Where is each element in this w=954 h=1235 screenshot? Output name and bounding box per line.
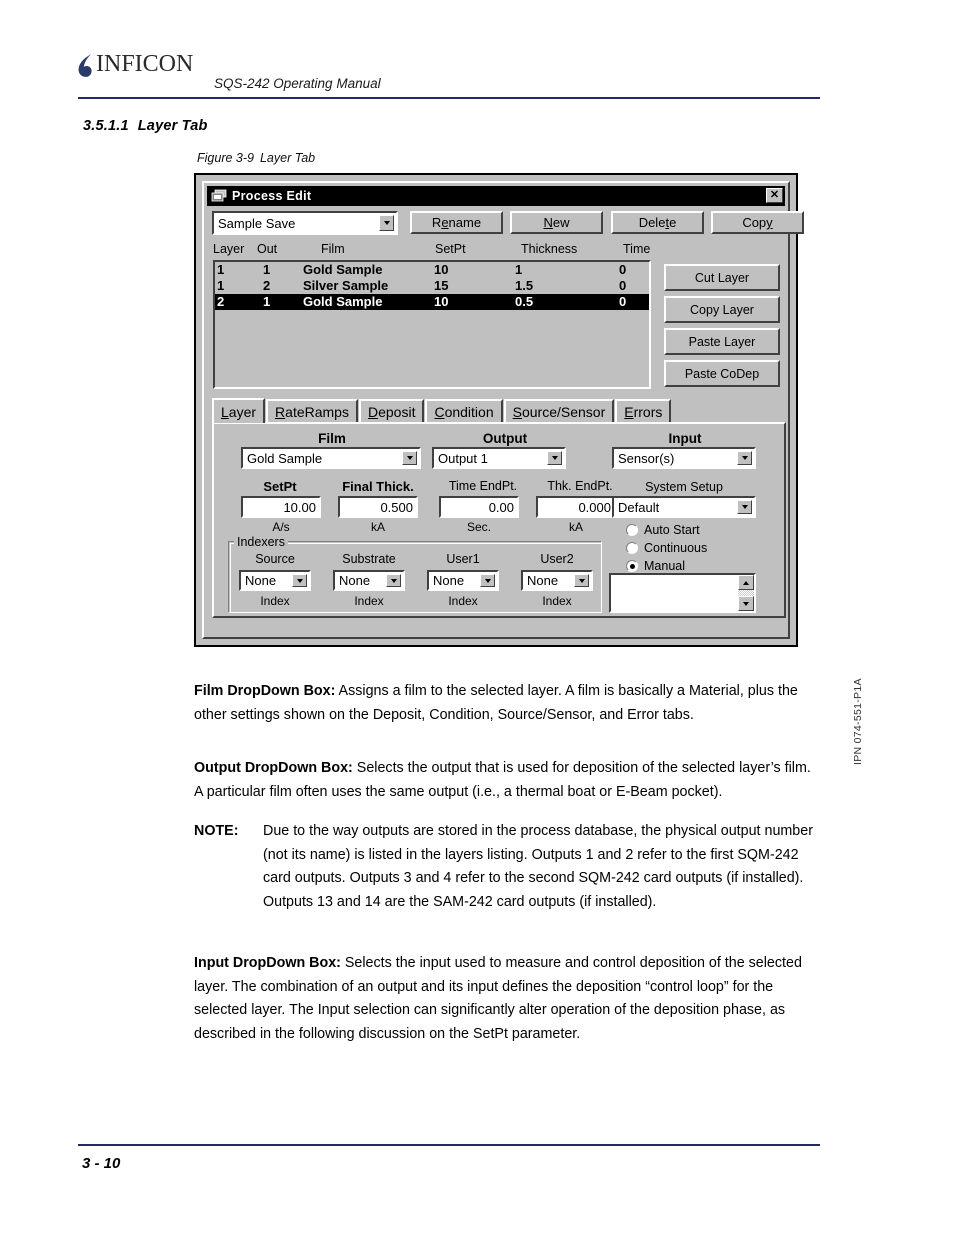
unit-thk-endpt: kA	[568, 520, 583, 534]
indexer-user2-select[interactable]: None	[521, 570, 593, 591]
column-header-setpt: SetPt	[435, 242, 466, 256]
tab-errors[interactable]: E rrors	[615, 399, 671, 423]
layer-actions	[664, 264, 780, 392]
paragraph-output-dropdown	[194, 757, 822, 804]
figure-title: Layer Tab	[259, 151, 316, 165]
delete-button[interactable]: Dele t e	[611, 211, 704, 234]
footer-rule	[78, 1144, 820, 1146]
chevron-down-icon[interactable]	[386, 574, 401, 587]
cut-layer-button[interactable]: Cut Layer	[664, 264, 780, 291]
process-select[interactable]	[212, 211, 398, 235]
tab-rateramps[interactable]: R ateRamps	[266, 399, 358, 423]
process-select-value: Sample Save	[218, 215, 296, 231]
label-thk-endpt: Thk. EndPt.	[547, 479, 613, 493]
time-endpt-input[interactable]: 0.00	[439, 496, 519, 518]
input-select-value: Sensor(s)	[618, 450, 675, 466]
tab-layer[interactable]: L ayer	[212, 398, 265, 423]
figure-number: Figure 3-9	[197, 151, 254, 165]
logo-wordmark: INFICON	[96, 51, 194, 77]
chevron-down-icon[interactable]	[379, 215, 394, 231]
radio-label: Auto Start	[644, 523, 700, 537]
rename-button[interactable]: R e name	[410, 211, 503, 234]
paragraph-lead: Film DropDown Box:	[194, 683, 336, 700]
label-indexer-user1: User1	[446, 552, 480, 566]
inficon-flame-icon	[78, 54, 95, 77]
label-setpt: SetPt	[263, 479, 297, 494]
table-row[interactable]: 1 2 Silver Sample 15 1.5 0	[217, 278, 627, 293]
paragraph-text: Assigns a film to the selected layer. A film is basically a Material, plus the other settings shown on the Deposit, Condition, Source/Sensor, and Error tabs.	[194, 683, 798, 723]
radio-continuous[interactable]	[626, 541, 707, 555]
paste-layer-button[interactable]: Paste Layer	[664, 328, 780, 355]
table-row[interactable]: 1 1 Gold Sample 10 1 0	[217, 262, 627, 277]
scroll-down-icon[interactable]	[738, 596, 754, 611]
note-text: Due to the way outputs are stored in the process database, the physical output number (not its name) is listed in the layers listing. Outputs 1 and 2 refer to the first SQM-242 card outputs. Outputs 3 and 4 refer to the second SQM-242 card outputs (if installed). Outputs 13 and 14 are the SAM-242 card outputs (if installed).	[263, 823, 813, 910]
film-select[interactable]	[241, 447, 421, 469]
process-edit-window	[202, 181, 790, 639]
layer-list-headers	[213, 242, 673, 260]
paragraph-text: Selects the input used to measure and control deposition of the selected layer. The combination of an output and its input defines the deposition “control loop” for the selected layer. The Input selection can significantly alter operation of the deposition phase, as described in the following discussion on the SetPt parameter.	[194, 955, 802, 1042]
label-indexer-source: Source	[255, 552, 295, 566]
film-select-value: Gold Sample	[247, 450, 323, 466]
sub-indexer-user2: Index	[542, 594, 572, 608]
paragraph-film-dropdown	[194, 680, 822, 727]
chevron-down-icon[interactable]	[292, 574, 307, 587]
new-button[interactable]: N ew	[510, 211, 603, 234]
radio-auto-start[interactable]	[626, 523, 700, 537]
label-indexer-substrate: Substrate	[342, 552, 396, 566]
paragraph-text: Selects the output that is used for deposition of the selected layer’s film. A particular film often uses the same output (i.e., a thermal boat or E-Beam pocket).	[194, 760, 811, 800]
output-select-value: Output 1	[438, 450, 488, 466]
scroll-up-icon[interactable]	[738, 575, 754, 590]
manual-title: SQS-242 Operating Manual	[214, 76, 381, 91]
layer-list[interactable]	[213, 260, 651, 389]
indexer-source-select[interactable]: None	[239, 570, 311, 591]
unit-final-thick: kA	[370, 520, 385, 534]
section-title: Layer Tab	[137, 118, 208, 134]
radio-circle-selected-icon	[626, 560, 638, 572]
chevron-down-icon[interactable]	[574, 574, 589, 587]
window-process-icon	[211, 189, 227, 203]
radio-circle-icon	[626, 524, 638, 536]
close-icon[interactable]: ✕	[766, 188, 783, 203]
chevron-down-icon[interactable]	[737, 451, 752, 465]
indexer-user1-select[interactable]: None	[427, 570, 499, 591]
setpt-input[interactable]: 10.00	[241, 496, 321, 518]
label-indexer-user2: User2	[540, 552, 574, 566]
document-part-number: IPN 074-551-P1A	[852, 678, 864, 765]
chevron-down-icon[interactable]	[547, 451, 562, 465]
copy-button[interactable]: Cop y	[711, 211, 804, 234]
column-header-film: Film	[321, 242, 345, 256]
notes-scrollbar[interactable]	[738, 575, 754, 611]
paragraph-input-dropdown	[194, 952, 822, 1046]
system-setup-select[interactable]	[612, 496, 756, 518]
layer-tab-panel	[212, 422, 786, 618]
paste-codep-button[interactable]: Paste CoDep	[664, 360, 780, 387]
page-title	[83, 118, 208, 134]
column-header-thickness: Thickness	[521, 242, 578, 256]
group-label-input: Input	[668, 431, 702, 446]
window-title: Process Edit	[232, 189, 312, 203]
section-number: 3.5.1.1	[83, 118, 129, 134]
radio-circle-icon	[626, 542, 638, 554]
page-number: 3 - 10	[82, 1155, 121, 1172]
radio-label: Manual	[644, 559, 685, 573]
inficon-logo	[78, 51, 820, 91]
process-toolbar	[212, 211, 786, 235]
figure-frame	[194, 173, 798, 647]
table-row-selected[interactable]: 2 1 Gold Sample 10 0.5 0	[215, 294, 649, 310]
column-header-time: Time	[623, 242, 651, 256]
tab-deposit[interactable]: D eposit	[359, 399, 424, 423]
note-block	[194, 820, 822, 914]
column-header-layer: Layer	[213, 242, 245, 256]
system-setup-value: Default	[618, 499, 660, 515]
page-header	[78, 51, 820, 91]
final-thick-input[interactable]: 0.500	[338, 496, 418, 518]
tab-condition[interactable]: C ondition	[425, 399, 502, 423]
sub-indexer-source: Index	[260, 594, 290, 608]
indexer-substrate-select[interactable]: None	[333, 570, 405, 591]
group-label-film: Film	[318, 431, 346, 446]
tab-source-sensor[interactable]: S ource/Sensor	[504, 399, 615, 423]
paragraph-lead: Output DropDown Box:	[194, 760, 353, 777]
radio-label: Continuous	[644, 541, 708, 555]
figure-caption	[197, 151, 315, 165]
unit-setpt: A/s	[272, 520, 290, 534]
notes-listbox[interactable]	[609, 573, 756, 613]
output-select[interactable]	[432, 447, 566, 469]
input-select[interactable]	[612, 447, 756, 469]
copy-layer-button[interactable]: Copy Layer	[664, 296, 780, 323]
thk-endpt-input[interactable]: 0.000	[536, 496, 616, 518]
column-header-out: Out	[257, 242, 278, 256]
label-time-endpt: Time EndPt.	[448, 479, 518, 493]
window-titlebar	[207, 186, 785, 206]
header-rule	[78, 97, 820, 99]
chevron-down-icon[interactable]	[402, 451, 417, 465]
tabstrip	[212, 398, 786, 423]
sub-indexer-user1: Index	[448, 594, 478, 608]
note-tag: NOTE:	[194, 823, 239, 839]
label-system-setup: System Setup	[645, 480, 723, 494]
paragraph-lead: Input DropDown Box:	[194, 955, 341, 972]
group-label-output: Output	[482, 431, 528, 446]
unit-time-endpt: Sec.	[466, 520, 491, 534]
indexers-legend: Indexers	[234, 535, 288, 549]
radio-manual[interactable]	[626, 559, 685, 573]
chevron-down-icon[interactable]	[480, 574, 495, 587]
chevron-down-icon[interactable]	[737, 500, 752, 514]
label-final-thick: Final Thick.	[342, 479, 414, 494]
sub-indexer-substrate: Index	[354, 594, 384, 608]
